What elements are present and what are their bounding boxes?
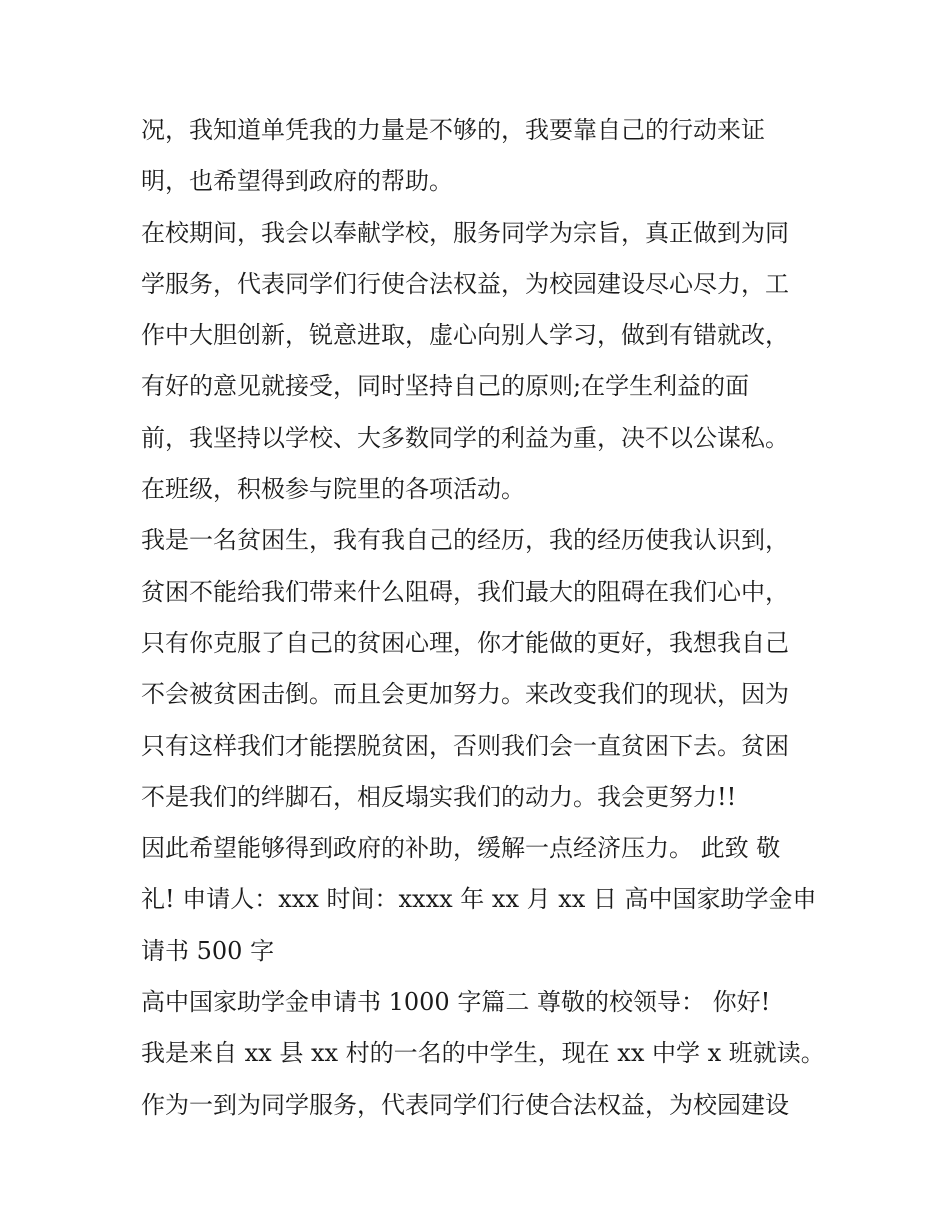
text-line: 贫困不能给我们带来什么阻碍，我们最大的阻碍在我们心中， [141, 577, 789, 606]
text-line: 作为一到为同学服务，代表同学们行使合法权益，为校园建设 [141, 1090, 789, 1119]
text-line: 礼! 申请人：xxx 时间：xxxx 年 xx 月 xx 日 高中国家助学金申 [141, 885, 817, 914]
text-line: 在班级，积极参与院里的各项活动。 [141, 475, 525, 504]
text-line: 高中国家助学金申请书 1000 字篇二 尊敬的校领导： 你好! [141, 988, 771, 1017]
text-line: 有好的意见就接受，同时坚持自己的原则;在学生利益的面 [141, 372, 750, 401]
text-line: 我是来自 xx 县 xx 村的一名的中学生，现在 xx 中学 x 班就读。 [141, 1039, 825, 1068]
text-line: 只有你克服了自己的贫困心理，你才能做的更好，我想我自己 [141, 628, 789, 657]
text-line: 作中大胆创新，锐意进取，虚心向别人学习，做到有错就改， [141, 321, 789, 350]
text-line: 我是一名贫困生，我有我自己的经历，我的经历使我认识到， [141, 526, 789, 555]
body-text [141, 105, 831, 1131]
text-line: 只有这样我们才能摆脱贫困，否则我们会一直贫困下去。贫困 [141, 731, 789, 760]
text-line: 前，我坚持以学校、大多数同学的利益为重，决不以公谋私。 [141, 423, 789, 452]
text-line: 明，也希望得到政府的帮助。 [141, 167, 453, 196]
text-line: 不会被贫困击倒。而且会更加努力。来改变我们的现状，因为 [141, 680, 789, 709]
text-line: 请书 500 字 [141, 936, 275, 965]
text-line: 不是我们的绊脚石，相反塌实我们的动力。我会更努力!! [141, 782, 737, 811]
text-line: 学服务，代表同学们行使合法权益，为校园建设尽心尽力，工 [141, 269, 789, 298]
text-line: 在校期间，我会以奉献学校，服务同学为宗旨，真正做到为同 [141, 218, 789, 247]
text-line: 况，我知道单凭我的力量是不够的，我要靠自己的行动来证 [141, 116, 765, 144]
text-line: 因此希望能够得到政府的补助，缓解一点经济压力。 此致 敬 [141, 834, 781, 863]
